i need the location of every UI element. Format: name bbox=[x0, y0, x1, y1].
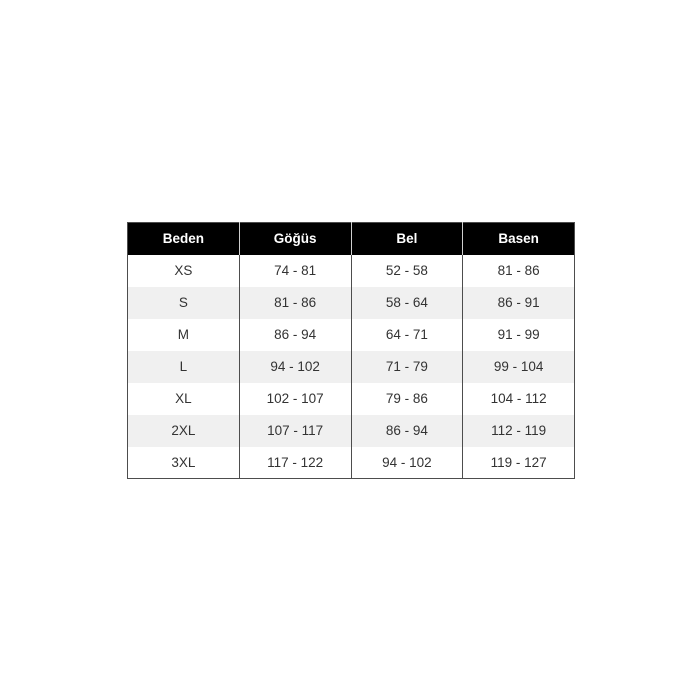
size-chart-header bbox=[128, 223, 575, 255]
size-chart bbox=[127, 222, 575, 479]
chest-range-cell: 117 - 122 bbox=[239, 447, 351, 479]
hip-range-cell: 86 - 91 bbox=[463, 287, 575, 319]
size-cell: XL bbox=[128, 383, 240, 415]
chest-range-cell: 102 - 107 bbox=[239, 383, 351, 415]
waist-range-cell: 64 - 71 bbox=[351, 319, 463, 351]
waist-range-cell: 58 - 64 bbox=[351, 287, 463, 319]
size-cell: L bbox=[128, 351, 240, 383]
table-row-s bbox=[128, 287, 575, 319]
column-header-basen: Basen bbox=[463, 223, 575, 255]
column-header-beden: Beden bbox=[128, 223, 240, 255]
waist-range-cell: 94 - 102 bbox=[351, 447, 463, 479]
size-cell: S bbox=[128, 287, 240, 319]
waist-range-cell: 71 - 79 bbox=[351, 351, 463, 383]
hip-range-cell: 112 - 119 bbox=[463, 415, 575, 447]
chest-range-cell: 107 - 117 bbox=[239, 415, 351, 447]
table-row-3xl bbox=[128, 447, 575, 479]
table-row-2xl bbox=[128, 415, 575, 447]
column-header-gogus: Göğüs bbox=[239, 223, 351, 255]
table-row-xl bbox=[128, 383, 575, 415]
chest-range-cell: 74 - 81 bbox=[239, 255, 351, 287]
size-chart-body bbox=[128, 255, 575, 479]
hip-range-cell: 104 - 112 bbox=[463, 383, 575, 415]
chest-range-cell: 94 - 102 bbox=[239, 351, 351, 383]
size-cell: M bbox=[128, 319, 240, 351]
hip-range-cell: 119 - 127 bbox=[463, 447, 575, 479]
table-row-l bbox=[128, 351, 575, 383]
table-row-xs bbox=[128, 255, 575, 287]
table-row-m bbox=[128, 319, 575, 351]
size-cell: 3XL bbox=[128, 447, 240, 479]
column-header-bel: Bel bbox=[351, 223, 463, 255]
waist-range-cell: 86 - 94 bbox=[351, 415, 463, 447]
size-chart-table bbox=[127, 222, 575, 479]
chest-range-cell: 86 - 94 bbox=[239, 319, 351, 351]
hip-range-cell: 99 - 104 bbox=[463, 351, 575, 383]
size-cell: 2XL bbox=[128, 415, 240, 447]
header-row bbox=[128, 223, 575, 255]
size-cell: XS bbox=[128, 255, 240, 287]
waist-range-cell: 52 - 58 bbox=[351, 255, 463, 287]
hip-range-cell: 81 - 86 bbox=[463, 255, 575, 287]
hip-range-cell: 91 - 99 bbox=[463, 319, 575, 351]
waist-range-cell: 79 - 86 bbox=[351, 383, 463, 415]
chest-range-cell: 81 - 86 bbox=[239, 287, 351, 319]
